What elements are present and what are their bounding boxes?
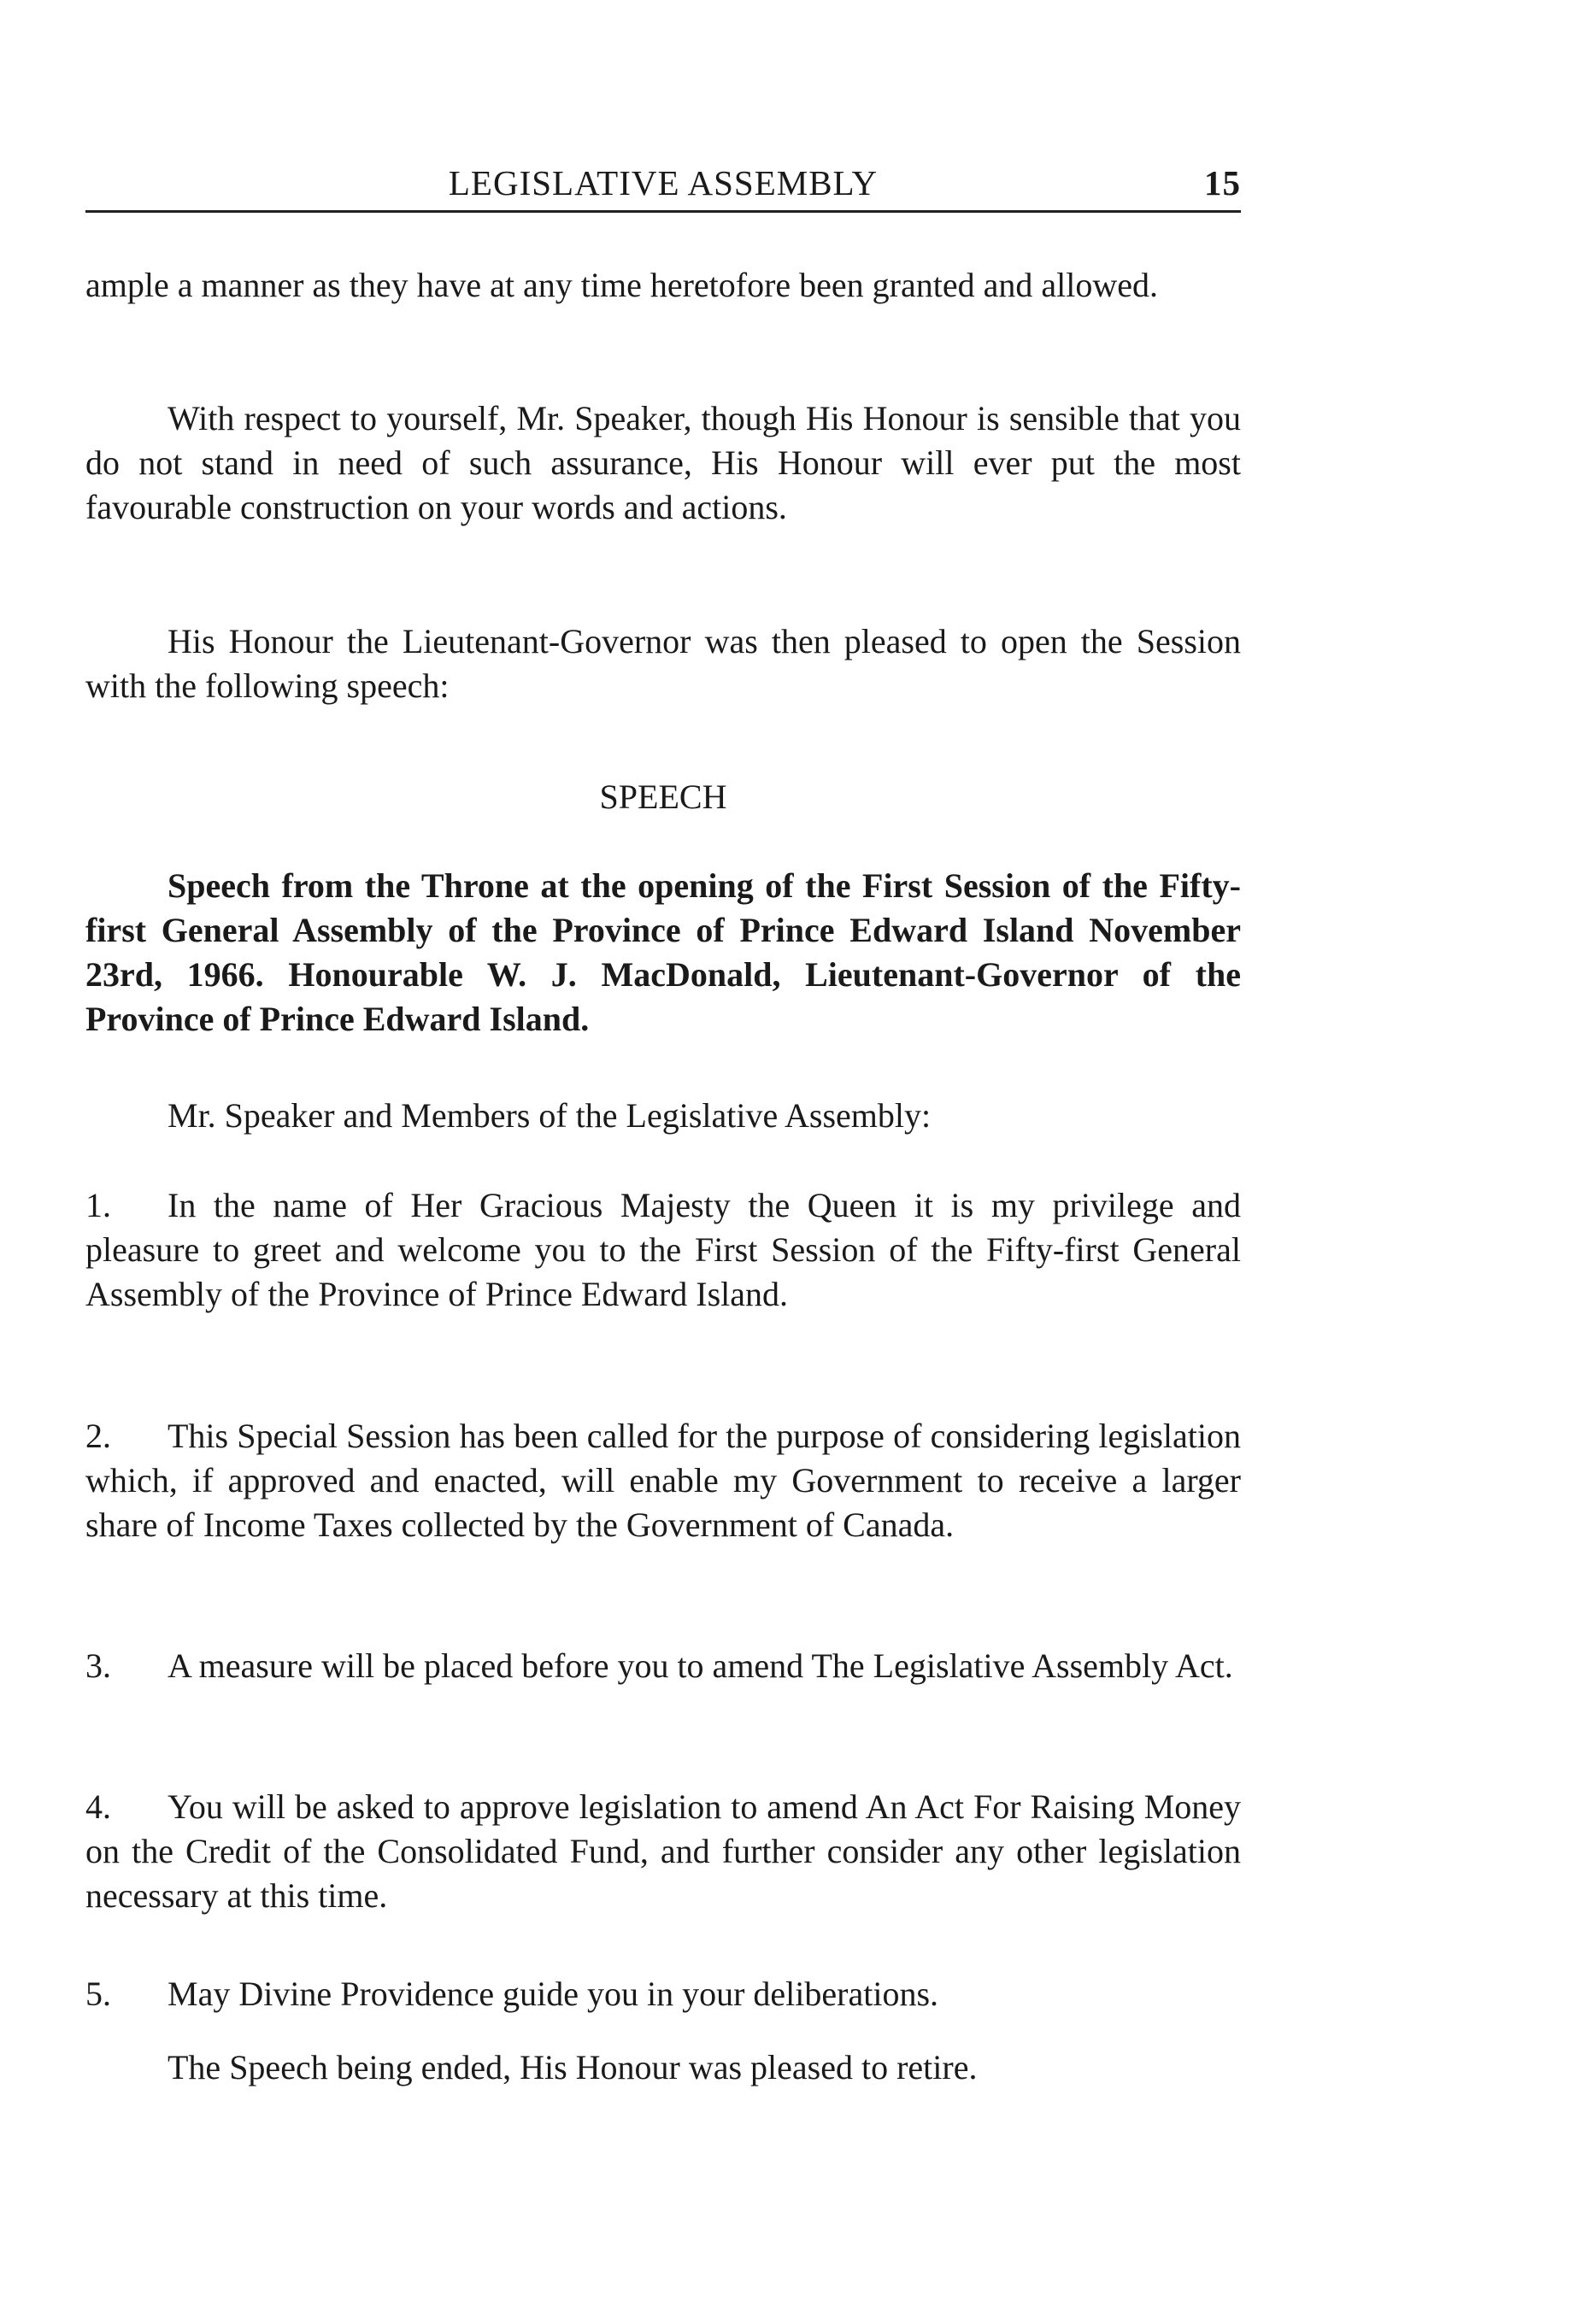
- speech-item-5: [85, 1972, 1241, 2016]
- item-number: 1.: [85, 1186, 111, 1224]
- item-number: 4.: [85, 1787, 111, 1826]
- paragraph-continuation: ample a manner as they have at any time heretofore been granted and allowed.: [85, 266, 1158, 304]
- item-text: You will be asked to approve legislation to amend An Act For Raising Money on the Credit of the Consolidated Fund, and further consider any other legislation necessary at this time.: [85, 1787, 1241, 1915]
- closing-line: The Speech being ended, His Honour was pleased to retire.: [168, 2048, 978, 2086]
- paragraph-session-opening: His Honour the Lieutenant-Governor was then pleased to open the Session with the following speech:: [85, 622, 1241, 705]
- item-number: 2.: [85, 1417, 111, 1455]
- page-number: 15: [1204, 163, 1241, 202]
- item-number: 5.: [85, 1975, 111, 2013]
- item-text: A measure will be placed before you to amend The Legislative Assembly Act.: [168, 1646, 1233, 1685]
- running-header: [85, 159, 1241, 213]
- speech-item-2: [85, 1414, 1241, 1547]
- speech-intro: Speech from the Throne at the opening of the First Session of the Fifty-first General Assembly of the Province of Prince Edward Island November 23rd, 1966. Honourable W. J. MacDonald, Lieutenant-Governor of the Province of Prince Edward Island.: [85, 866, 1241, 1038]
- speech-salutation: Mr. Speaker and Members of the Legislative Assembly:: [168, 1096, 932, 1135]
- speech-item-3: [85, 1644, 1241, 1688]
- speech-item-1: [85, 1183, 1241, 1317]
- item-text: In the name of Her Gracious Majesty the Queen it is my privilege and pleasure to greet and welcome you to the First Session of the Fifty-first General Assembly of the Province of Prince Edward Island.: [85, 1186, 1241, 1313]
- item-text: May Divine Providence guide you in your deliberations.: [168, 1975, 939, 2013]
- running-head-title: LEGISLATIVE ASSEMBLY: [448, 163, 879, 202]
- paragraph-speaker-assurance: With respect to yourself, Mr. Speaker, though His Honour is sensible that you do not stand in need of such assurance, His Honour will ever put the most favourable construction on your words and actions.: [85, 399, 1241, 526]
- item-text: This Special Session has been called for the purpose of considering legislation which, if approved and enacted, will enable my Government to receive a larger share of Income Taxes collected by the Government of Canada.: [85, 1417, 1241, 1544]
- item-number: 3.: [85, 1646, 111, 1685]
- speech-item-4: [85, 1785, 1241, 1918]
- speech-heading: SPEECH: [599, 778, 727, 816]
